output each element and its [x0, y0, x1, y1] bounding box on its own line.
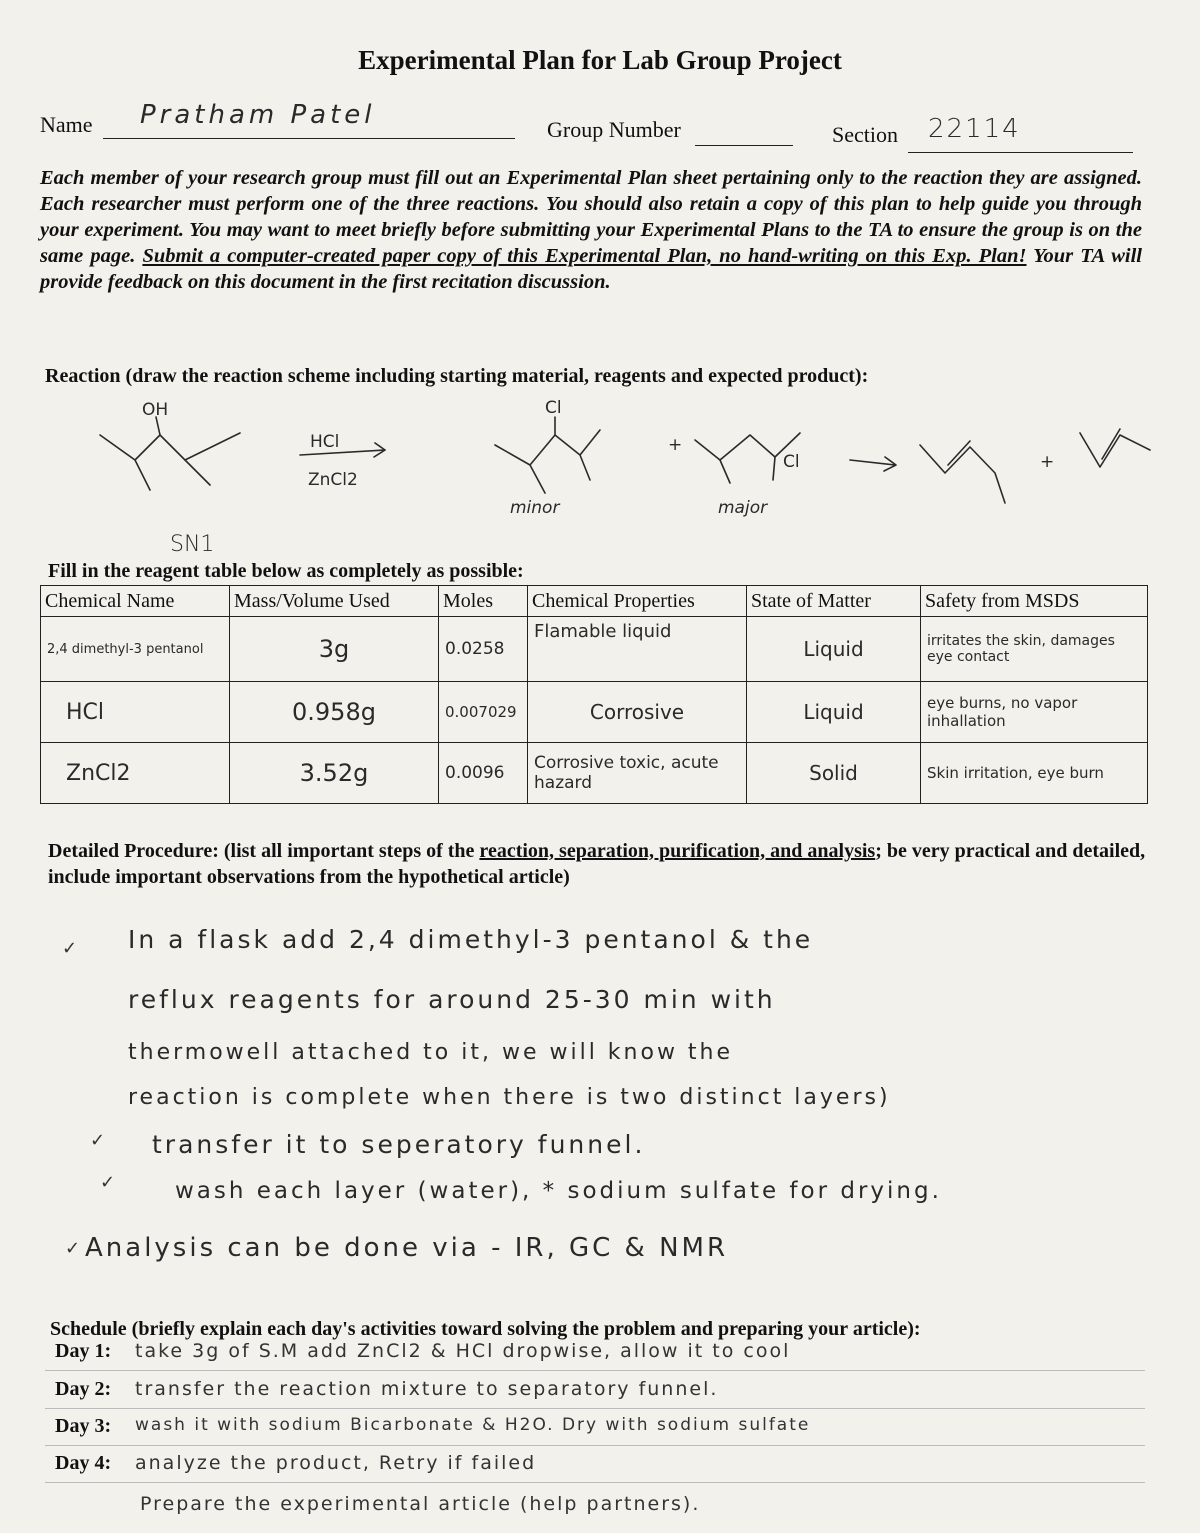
day-1-text: take 3g of S.M add ZnCl2 & HCl dropwise, allow it to cool — [135, 1340, 791, 1362]
reaction-heading: Reaction (draw the reaction scheme including starting material, reagents and expected product): — [45, 365, 869, 387]
procedure-line: reflux reagents for around 25-30 min with — [128, 985, 776, 1014]
procedure-heading-pre: Detailed Procedure: (list all important steps of the — [48, 840, 480, 862]
table-cell[interactable]: Liquid — [747, 682, 921, 743]
table-cell[interactable]: 0.0096 — [439, 743, 528, 804]
oh-label: OH — [142, 400, 169, 420]
name-label: Name — [40, 112, 93, 137]
plus-sign-1: + — [668, 435, 683, 455]
day-2-text: transfer the reaction mixture to separatory funnel. — [135, 1378, 719, 1400]
col-state-of-matter: State of Matter — [747, 586, 921, 617]
table-cell[interactable]: Solid — [747, 743, 921, 804]
table-cell[interactable]: Skin irritation, eye burn — [921, 743, 1148, 804]
table-cell[interactable]: Liquid — [747, 617, 921, 682]
instructions-text-end: Your TA will provide feedback on this document in the first recitation discussion. — [40, 245, 1143, 293]
cl-label-major: Cl — [783, 452, 800, 472]
reagent-zncl2: ZnCl2 — [308, 470, 358, 490]
day-4-label: Day 4: — [55, 1452, 112, 1474]
col-safety: Safety from MSDS — [921, 586, 1148, 617]
table-cell[interactable]: 0.007029 — [439, 682, 528, 743]
instructions-text: Each member of your research group must fill out an Experimental Plan sheet pertaining only to the reaction they are assigned. Each researcher must perform one of the three reactions. You should also retain a copy of this plan to help guide you through your experiment. You may want to meet briefly before submitting your Experimental Plans to the TA to ensure the group is on the same page. — [40, 167, 1142, 267]
procedure-line: Analysis can be done via - IR, GC & NMR — [85, 1233, 729, 1263]
reagent-hcl: HCl — [310, 432, 340, 452]
section-label: Section — [832, 122, 898, 147]
day-divider — [45, 1408, 1145, 1409]
check-mark-icon: ✓ — [65, 1238, 81, 1259]
instructions — [40, 165, 1142, 295]
reagent-table-header — [41, 586, 1148, 617]
day-3-label: Day 3: — [55, 1415, 112, 1437]
table-cell[interactable]: 0.0258 — [439, 617, 528, 682]
procedure-heading-post: ; be very practical and detailed, include important observations from the hypothetical article) — [48, 840, 1146, 888]
schedule-heading: Schedule (briefly explain each day's activities toward solving the problem and preparing your article): — [50, 1318, 921, 1340]
table-cell[interactable]: Corrosive toxic, acute hazard — [528, 743, 747, 804]
table-row — [41, 617, 1148, 682]
day-divider — [45, 1445, 1145, 1446]
check-mark-icon: ✓ — [90, 1130, 106, 1151]
day-3-text: wash it with sodium Bicarbonate & H2O. Dry with sodium sulfate — [135, 1415, 811, 1435]
group-number-field[interactable] — [695, 115, 793, 146]
table-cell[interactable]: HCl — [41, 682, 230, 743]
check-mark-icon: ✓ — [100, 1172, 116, 1193]
procedure-line: thermowell attached to it, we will know the — [128, 1040, 734, 1065]
procedure-heading-underlined: reaction, separation, purification, and analysis — [479, 840, 876, 862]
table-cell[interactable]: Flamable liquid — [528, 617, 747, 682]
table-cell[interactable]: eye burns, no vapor inhallation — [921, 682, 1148, 743]
day-divider — [45, 1482, 1145, 1483]
procedure-heading — [48, 838, 1148, 890]
plus-sign-2: + — [1040, 452, 1055, 472]
table-row — [41, 743, 1148, 804]
table-cell[interactable]: 0.958g — [230, 682, 439, 743]
procedure-line: In a flask add 2,4 dimethyl-3 pentanol & the — [128, 925, 814, 954]
major-label: major — [718, 498, 768, 518]
col-moles: Moles — [439, 586, 528, 617]
col-chemical-properties: Chemical Properties — [528, 586, 747, 617]
group-number-label: Group Number — [547, 117, 681, 142]
day-1-label: Day 1: — [55, 1340, 112, 1362]
table-row — [41, 682, 1148, 743]
minor-label: minor — [510, 498, 560, 518]
day-4-extra-text: Prepare the experimental article (help partners). — [140, 1493, 701, 1515]
mechanism-note: SN1 — [170, 532, 215, 557]
table-cell[interactable]: 3.52g — [230, 743, 439, 804]
reaction-scheme — [90, 395, 1190, 535]
section-value: 22114 — [928, 114, 1021, 144]
procedure-line: reaction is complete when there is two distinct layers) — [128, 1085, 891, 1110]
table-cell[interactable]: 2,4 dimethyl-3 pentanol — [41, 617, 230, 682]
col-mass-volume: Mass/Volume Used — [230, 586, 439, 617]
page-title: Experimental Plan for Lab Group Project — [358, 45, 842, 75]
day-2-label: Day 2: — [55, 1378, 112, 1400]
table-cell[interactable]: Corrosive — [528, 682, 747, 743]
sm-bond-left — [100, 435, 150, 490]
reagent-table — [40, 585, 1148, 804]
name-value: Pratham Patel — [140, 100, 376, 130]
table-cell[interactable]: 3g — [230, 617, 439, 682]
procedure-line: transfer it to seperatory funnel. — [152, 1130, 646, 1159]
table-cell[interactable]: ZnCl2 — [41, 743, 230, 804]
reagent-table-heading: Fill in the reagent table below as completely as possible: — [48, 560, 524, 582]
procedure-line: wash each layer (water), * sodium sulfate for drying. — [175, 1178, 942, 1204]
sm-bond-right — [185, 433, 240, 460]
instructions-underlined: Submit a computer-created paper copy of this Experimental Plan, no hand-writing on this Exp. Plan! — [142, 245, 1027, 267]
day-4-text: analyze the product, Retry if failed — [135, 1452, 537, 1474]
table-cell[interactable]: irritates the skin, damages eye contact — [921, 617, 1148, 682]
check-mark-icon: ✓ — [62, 938, 78, 959]
col-chemical-name: Chemical Name — [41, 586, 230, 617]
cl-label-minor: Cl — [545, 398, 562, 418]
day-divider — [45, 1370, 1145, 1371]
sm-chain — [135, 435, 210, 485]
